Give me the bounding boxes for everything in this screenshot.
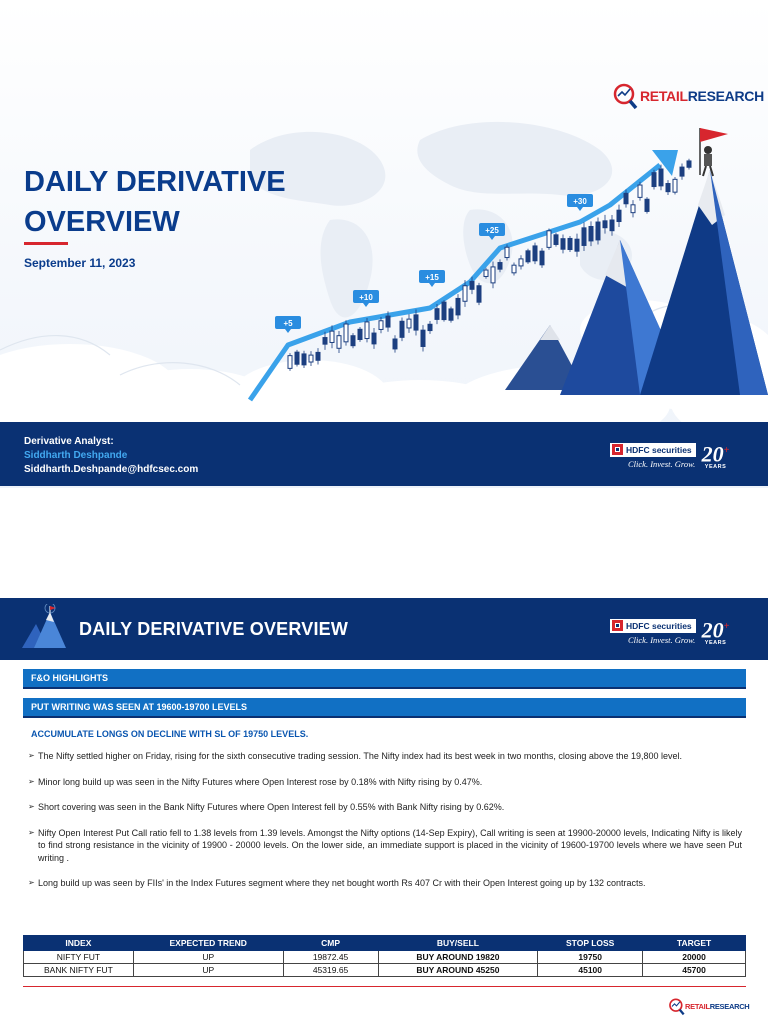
candle-body [344, 324, 348, 342]
hdfc-tagline: Click. Invest. Grow. [628, 634, 696, 645]
years-number: 20 [701, 617, 724, 643]
cell-buysell: BUY AROUND 19820 [378, 951, 538, 964]
cell-cmp: 19872.45 [283, 951, 378, 964]
candle-body [435, 309, 439, 320]
candle-body [470, 281, 474, 289]
col-trend-header: EXPECTED TREND [133, 936, 283, 951]
years-number: 20 [701, 441, 724, 467]
cell-stoploss: 45100 [538, 964, 643, 977]
fo-highlights-bar: F&O HIGHLIGHTS [23, 669, 746, 687]
candle-body [330, 331, 334, 342]
col-stoploss-header: STOP LOSS [538, 936, 643, 951]
hdfc-name: HDFC securities [626, 444, 692, 455]
candle-body [365, 322, 369, 339]
footer-divider [23, 986, 746, 987]
candle-body [568, 238, 572, 249]
title-underline [24, 242, 68, 245]
gain-badge-pointer [285, 329, 291, 333]
cell-target: 45700 [643, 964, 746, 977]
candle-body [603, 221, 607, 228]
candle-body [323, 338, 327, 345]
logo-prefix: RETAIL [640, 88, 688, 104]
candle-body [659, 169, 663, 186]
candle-body [484, 270, 488, 276]
candle-body [407, 319, 411, 328]
candle-body [386, 316, 390, 327]
cell-trend: UP [133, 964, 283, 977]
headline-bar: PUT WRITING WAS SEEN AT 19600-19700 LEVELS [23, 698, 746, 716]
cell-cmp: 45319.65 [283, 964, 378, 977]
candle-body [337, 336, 341, 349]
candle-body [533, 246, 537, 261]
candle-body [477, 286, 481, 302]
candle-body [372, 333, 376, 344]
candle-body [519, 259, 523, 266]
list-item: ➢ The Nifty settled higher on Friday, rising for the sixth consecutive trading session. The Nifty index had its best week in two months, closing above the 19,800 level. [28, 750, 742, 763]
candle-body [617, 210, 621, 221]
candle-body [288, 356, 292, 369]
col-index-header: INDEX [24, 936, 134, 951]
col-buysell-header: BUY/SELL [378, 936, 538, 951]
cell-stoploss: 19750 [538, 951, 643, 964]
candle-body [456, 298, 460, 314]
hdfc-tagline: Click. Invest. Grow. [628, 458, 696, 469]
candle-body [540, 251, 544, 265]
candle-body [393, 339, 397, 349]
gain-badge-label: +10 [359, 293, 373, 302]
candle-body [596, 222, 600, 240]
candle-body [463, 286, 467, 302]
candle-body [295, 352, 299, 364]
candle-body [309, 355, 313, 362]
twenty-years-badge [702, 441, 730, 470]
table-header-row [24, 936, 746, 951]
years-plus-icon: + [723, 445, 730, 456]
candle-body [645, 199, 649, 211]
hdfc-square-icon [612, 620, 623, 631]
col-target-header: TARGET [643, 936, 746, 951]
candle-body [680, 167, 684, 176]
hdfc-square-icon [612, 444, 623, 455]
hdfc-securities-logo [610, 441, 729, 470]
candle-body [358, 329, 362, 339]
candle-body [512, 265, 516, 273]
candle-body [582, 228, 586, 246]
cell-trend: UP [133, 951, 283, 964]
candle-body [652, 173, 656, 187]
candle-body [526, 251, 530, 262]
gain-badge-pointer [429, 283, 435, 287]
hdfc-securities-logo [610, 617, 729, 646]
cell-index: NIFTY FUT [24, 951, 134, 964]
candle-body [302, 354, 306, 365]
gain-badge-label: +25 [485, 226, 499, 235]
magnifier-icon [612, 82, 638, 110]
candle-body [631, 205, 635, 213]
list-item: ➢ Short covering was seen in the Bank Nifty Futures where Open Interest fell by 0.55% with Bank Nifty rising by 0.62%. [28, 801, 742, 814]
candle-body [379, 321, 383, 330]
logo-suffix: RESEARCH [687, 88, 764, 104]
cover-section [0, 0, 768, 488]
years-label: YEARS [704, 464, 727, 471]
cell-target: 20000 [643, 951, 746, 964]
candle-body [491, 267, 495, 283]
report-date: September 11, 2023 [24, 256, 136, 270]
candle-body [575, 239, 579, 251]
table-row [24, 964, 746, 977]
cover-title [24, 162, 324, 242]
candle-body [505, 247, 509, 257]
candle-body [428, 324, 432, 330]
twenty-years-badge [702, 617, 730, 646]
candle-body [414, 315, 418, 330]
logo-prefix: RETAIL [685, 1002, 710, 1011]
list-item: ➢ Minor long build up was seen in the Nifty Futures where Open Interest rose by 0.18% with Nifty rising by 0.47%. [28, 776, 742, 789]
candle-body [421, 330, 425, 346]
list-item: ➢ Nifty Open Interest Put Call ratio fell to 1.38 levels from 1.39 levels. Amongst the Nifty options (14-Sep Expiry), Call writing is seen at 19900-20000 levels, Indicating Nifty is likely to find strong resistance in the vicinity of 19900 - 20000 levels. On the lower side, an immediate support is placed in the vicinity of 19600-19700 levels where we have seen Put writing . [28, 827, 742, 865]
retail-research-logo [612, 82, 764, 110]
candle-body [687, 161, 691, 167]
retail-research-logo [668, 997, 749, 1016]
cover-title-line1: DAILY DERIVATIVE [24, 166, 286, 198]
candle-body [624, 193, 628, 203]
gain-badge-pointer [577, 207, 583, 211]
years-plus-icon: + [723, 621, 730, 632]
candle-body [449, 309, 453, 320]
analyst-label: Derivative Analyst: [24, 436, 114, 447]
gain-badge-label: +30 [573, 197, 587, 206]
gain-badge-label: +15 [425, 273, 439, 282]
cell-index: BANK NIFTY FUT [24, 964, 134, 977]
candle-body [610, 220, 614, 231]
magnifier-icon [668, 997, 685, 1016]
highlights-list [28, 750, 742, 903]
candle-body [666, 184, 670, 192]
candle-body [589, 226, 593, 240]
logo-suffix: RESEARCH [709, 1002, 750, 1011]
candle-body [316, 352, 320, 360]
gain-badge-label: +5 [283, 319, 293, 328]
cover-title-line2: OVERVIEW [24, 206, 180, 238]
table-row [24, 951, 746, 964]
candle-body [442, 302, 446, 319]
list-item: ➢ Long build up was seen by FIIs' in the Index Futures segment where they net bought worth Rs 407 Cr with their Open Interest going up by 132 contracts. [28, 877, 742, 890]
overview-title: DAILY DERIVATIVE OVERVIEW [79, 619, 349, 639]
candle-body [638, 185, 642, 197]
cell-buysell: BUY AROUND 45250 [378, 964, 538, 977]
years-label: YEARS [704, 640, 727, 647]
gain-badge-pointer [363, 303, 369, 307]
candle-body [673, 179, 677, 192]
candle-body [547, 231, 551, 248]
candle-body [498, 263, 502, 270]
candle-body [351, 336, 355, 346]
section-divider [23, 716, 746, 718]
recommendation-table [23, 935, 746, 977]
analyst-name: Siddharth Deshpande [24, 450, 128, 461]
section-divider [23, 687, 746, 689]
col-cmp-header: CMP [283, 936, 378, 951]
candle-body [554, 235, 558, 245]
mountain-flag-icon [20, 604, 68, 652]
strategy-subheading: ACCUMULATE LONGS ON DECLINE WITH SL OF 19750 LEVELS. [31, 729, 309, 739]
hdfc-name: HDFC securities [626, 620, 692, 631]
candle-body [561, 239, 565, 250]
candle-body [400, 321, 404, 337]
analyst-email[interactable]: Siddharth.Deshpande@hdfcsec.com [24, 464, 199, 475]
